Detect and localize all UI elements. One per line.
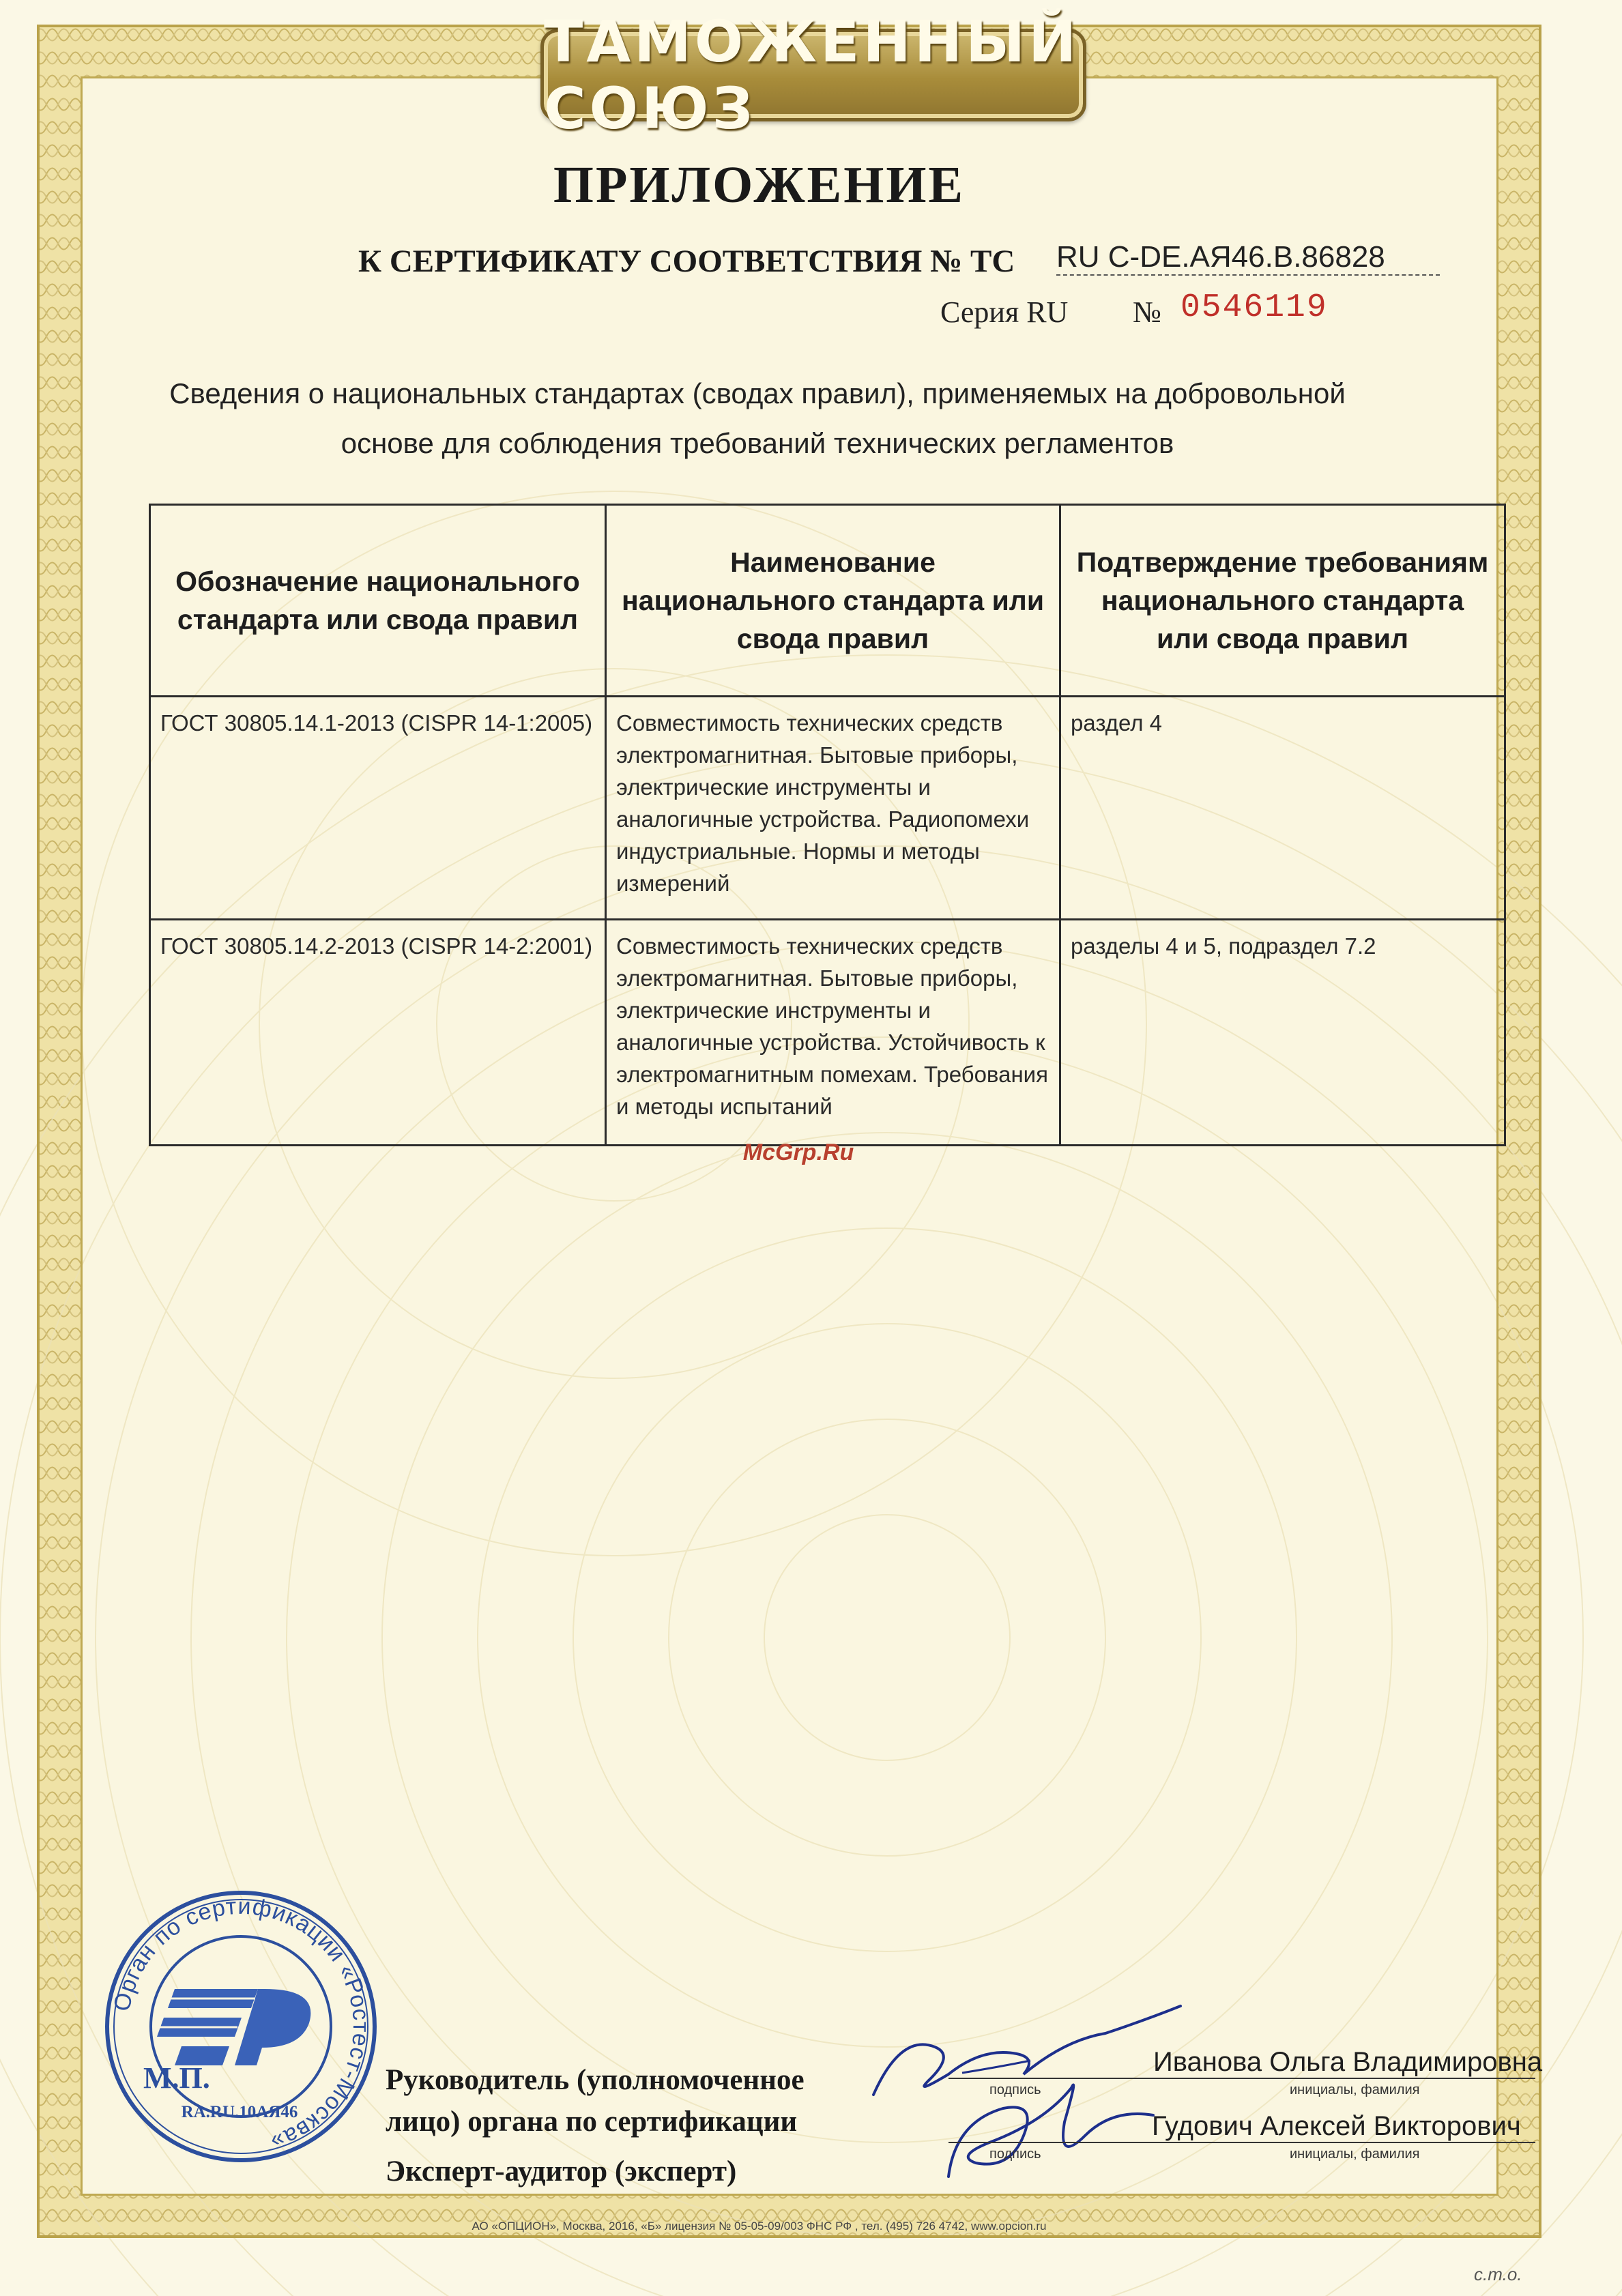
- certificate-number: RU C-DE.АЯ46.В.86828: [1056, 240, 1440, 276]
- head-name: Иванова Ольга Владимировна: [1153, 2047, 1543, 2077]
- row1-confirmation: раздел 4: [1060, 697, 1505, 920]
- row2-name: Совместимость технических средств электромагнитная. Бытовые приборы, электрические инструменты и аналогичные устройства. Устойчивость к электромагнитным помехам. Требования и методы испытаний: [606, 920, 1060, 1146]
- table-header-row: [150, 505, 1505, 697]
- role-expert: Эксперт-аудитор (эксперт): [386, 2155, 737, 2188]
- blank-serial-number: 0546119: [1181, 289, 1328, 326]
- role-head: Руководитель (уполномоченное лицо) органа по сертификации: [386, 2064, 805, 2138]
- stamp-code: RA.RU.10АЯ46: [181, 2103, 298, 2121]
- certification-stamp: [101, 1887, 381, 2166]
- caption-signature-2: подпись: [989, 2147, 1041, 2162]
- row2-confirmation: разделы 4 и 5, подраздел 7.2: [1060, 920, 1505, 1146]
- printer-footer: АО «ОПЦИОН», Москва, 2016, «Б» лицензия № 05-05-09/003 ФНС РФ , тел. (495) 726 4742, www.opcion.ru: [472, 2220, 1047, 2233]
- standards-table: [149, 504, 1506, 1146]
- series-label: Серия RU: [940, 295, 1069, 329]
- header-name: Наименование национального стандарта или свода правил: [606, 505, 1060, 697]
- rostest-logo-icon: [157, 1989, 310, 2065]
- header-designation: Обозначение национального стандарта или свода правил: [150, 505, 606, 697]
- numero-label: №: [1133, 295, 1161, 329]
- caption-initials-1: инициалы, фамилия: [1290, 2082, 1420, 2097]
- header-confirmation: Подтверждение требованиям национального стандарта или свода правил: [1060, 505, 1505, 697]
- watermark-text: McGrp.Ru: [742, 1139, 854, 1165]
- table-row: [150, 920, 1505, 1146]
- expert-name: Гудович Алексей Викторович: [1152, 2111, 1521, 2141]
- table-row: [150, 697, 1505, 920]
- caption-initials-2: инициалы, фамилия: [1290, 2147, 1420, 2162]
- intro-line-2: основе для соблюдения требований технических регламентов: [341, 427, 1174, 459]
- certificate-label: К СЕРТИФИКАТУ СООТВЕТСТВИЯ № ТС: [358, 244, 1015, 279]
- intro-text: [136, 368, 1378, 468]
- intro-line-1: Сведения о национальных стандартах (сводах правил), применяемых на добровольной: [169, 377, 1346, 409]
- expert-signature-line: [948, 2142, 1535, 2143]
- customs-union-banner: ТАМОЖЕННЫЙ СОЮЗ: [540, 29, 1086, 121]
- row1-designation: ГОСТ 30805.14.1-2013 (CISPR 14-1:2005): [150, 697, 606, 920]
- stamp-ring-text: Орган по сертификации «Ростест-Москва»: [108, 1893, 375, 2155]
- corner-handwritten-mark: с.т.о.: [1474, 2264, 1522, 2284]
- page-title: ПРИЛОЖЕНИЕ: [553, 156, 966, 214]
- row2-designation: ГОСТ 30805.14.2-2013 (CISPR 14-2:2001): [150, 920, 606, 1146]
- caption-signature-1: подпись: [989, 2082, 1041, 2097]
- row1-name: Совместимость технических средств электромагнитная. Бытовые приборы, электрические инструменты и аналогичные устройства. Радиопомехи индустриальные. Нормы и методы измерений: [606, 697, 1060, 920]
- stamp-mp: М.П.: [143, 2061, 210, 2095]
- head-signature-line: [948, 2078, 1535, 2079]
